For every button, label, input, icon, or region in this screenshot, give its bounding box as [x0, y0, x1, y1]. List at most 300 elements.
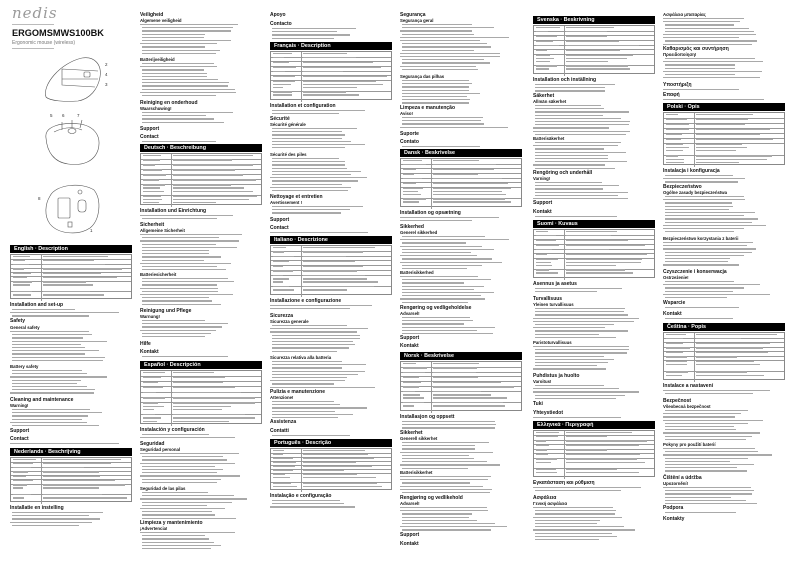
body-text-line — [140, 463, 235, 464]
body-text-line — [535, 185, 619, 186]
body-text-line — [665, 206, 733, 207]
heading-safety: Safety — [10, 318, 26, 324]
heading-contact: Επαφή — [663, 92, 680, 98]
body-text-line — [535, 124, 629, 125]
body-text-line — [566, 235, 611, 236]
body-text-line — [402, 289, 474, 290]
body-text-line — [303, 278, 367, 279]
heading-support: Assistenza — [270, 419, 297, 425]
body-text-line — [272, 184, 342, 185]
body-text-line — [303, 247, 375, 248]
body-text-line — [402, 59, 484, 60]
body-text-line — [666, 159, 684, 160]
body-text-line — [566, 432, 632, 433]
column-3 — [270, 0, 392, 567]
body-text-line — [566, 259, 642, 260]
body-text-line — [663, 61, 763, 62]
body-text-line — [173, 155, 253, 156]
heading-install: Εγκατάσταση και ρύθμιση — [533, 480, 595, 486]
body-text-line — [273, 94, 292, 95]
body-text-line — [173, 392, 241, 393]
body-text-line — [535, 158, 608, 159]
body-text-line — [696, 150, 736, 151]
body-text-line — [535, 148, 604, 149]
body-text-line — [400, 220, 472, 221]
body-text-line — [143, 202, 159, 203]
body-text-line — [43, 480, 115, 481]
body-text-line — [402, 424, 496, 425]
body-text-line — [303, 53, 347, 54]
body-text-line — [303, 281, 378, 282]
body-text-line — [665, 451, 758, 452]
body-text-line — [140, 294, 233, 295]
heading-cleaning: Reinigung und Pflege — [140, 308, 192, 314]
body-text-line — [536, 235, 556, 236]
body-text-line — [402, 265, 482, 266]
body-text-line — [43, 476, 100, 477]
body-text-line — [663, 432, 760, 433]
body-text-line — [566, 249, 609, 250]
body-text-line — [272, 180, 358, 181]
body-text-line — [536, 469, 556, 470]
body-text-line — [566, 55, 633, 56]
body-text-line — [663, 199, 745, 200]
body-text-line — [663, 242, 753, 243]
body-text-line — [142, 300, 212, 301]
body-text-line — [273, 270, 293, 271]
body-text-line — [273, 286, 289, 287]
body-text-line — [402, 517, 469, 518]
heading-cleaning: Čištění a údržba — [663, 475, 702, 481]
body-text-line — [142, 502, 232, 503]
body-text-line — [272, 361, 342, 362]
heading-install: Instalace a nastavení — [663, 383, 714, 389]
section-header-no: Norsk · Beskrivelse — [400, 352, 522, 360]
body-text-line — [43, 264, 105, 265]
section-header-pt: Português · Descrição — [270, 439, 392, 447]
heading-cleaning: Limpeza e manutenção — [400, 105, 456, 111]
heading-install: Asennus ja asetus — [533, 281, 577, 287]
heading-contact: Kontakt — [140, 349, 159, 355]
body-text-line — [143, 191, 164, 192]
body-text-line — [303, 67, 381, 68]
body-text-line — [272, 411, 335, 412]
brand-logo: nedis — [12, 4, 58, 22]
body-text-line — [566, 472, 639, 473]
heading-safety: Segurança — [400, 12, 426, 18]
body-text-line — [272, 383, 334, 384]
section-header-en: English · Description — [10, 245, 132, 253]
body-text-line — [402, 34, 474, 35]
body-text-line — [665, 426, 734, 427]
body-text-line — [143, 387, 163, 388]
body-text-line — [402, 442, 489, 443]
body-text-line — [666, 119, 687, 120]
body-text-line — [402, 123, 484, 124]
body-text-line — [270, 380, 345, 381]
body-text-line — [140, 24, 238, 25]
body-text-line — [536, 31, 548, 32]
body-text-line — [666, 375, 682, 376]
body-text-line — [535, 362, 608, 363]
body-text-line — [272, 377, 347, 378]
body-text-line — [273, 289, 294, 290]
body-text-line — [666, 343, 683, 344]
body-text-line — [12, 357, 105, 358]
body-text-line — [665, 202, 732, 203]
body-text-line — [43, 494, 102, 495]
body-text-line — [696, 144, 742, 145]
body-text-line — [533, 127, 609, 128]
body-text-line — [400, 479, 488, 480]
body-text-line — [535, 142, 621, 143]
body-text-line — [173, 164, 253, 165]
heading-safety: Sécurité — [270, 116, 290, 122]
body-text-line — [665, 297, 727, 298]
body-text-line — [433, 191, 502, 192]
body-text-line — [272, 128, 357, 129]
body-text-line — [533, 346, 629, 347]
body-text-line — [665, 467, 737, 468]
body-text-line — [433, 183, 508, 184]
body-text-line — [142, 34, 205, 35]
body-text-line — [173, 169, 235, 170]
heading-safety: Säkerhet — [533, 93, 555, 99]
body-text-line — [566, 65, 628, 66]
body-text-line — [666, 150, 683, 151]
body-text-line — [403, 372, 425, 373]
body-text-line — [270, 331, 357, 332]
body-text-line — [13, 281, 32, 282]
section-header-el: Ελληνικά · Περιγραφή — [533, 421, 655, 429]
body-text-line — [140, 330, 216, 331]
body-text-line — [400, 30, 472, 31]
body-text-line — [303, 261, 355, 262]
body-text-line — [696, 361, 754, 362]
heading-cleaning: Καθαρισμός και συντήρηση — [663, 46, 729, 52]
body-text-line — [402, 282, 464, 283]
body-text-line — [666, 124, 689, 125]
body-text-line — [536, 245, 559, 246]
body-text-line — [272, 38, 334, 39]
heading-safety: Sicurezza — [270, 313, 294, 319]
body-text-line — [665, 429, 736, 430]
body-text-line — [303, 289, 347, 290]
body-text-line — [10, 522, 92, 523]
model-number: ERGOMSMWS100BK — [12, 28, 104, 38]
body-text-line — [142, 320, 205, 321]
body-text-line — [43, 497, 127, 498]
body-text-line — [535, 87, 605, 88]
body-text-line — [535, 314, 628, 315]
body-text-line — [402, 120, 481, 121]
body-text-line — [303, 256, 346, 257]
body-text-line — [403, 194, 421, 195]
body-text-line — [142, 73, 207, 74]
heading-warning: ¡Advertencia! — [140, 526, 168, 531]
body-text-line — [402, 93, 480, 94]
body-text-line — [535, 398, 616, 399]
body-text-line — [12, 370, 82, 371]
body-text-line — [566, 449, 607, 450]
body-text-line — [535, 349, 629, 350]
body-text-line — [303, 266, 363, 267]
body-text-line — [536, 445, 549, 446]
body-text-line — [433, 178, 502, 179]
body-text-line — [303, 94, 359, 95]
body-text-line — [665, 74, 735, 75]
heading-general: Γενική ασφάλεια — [533, 501, 567, 506]
body-text-line — [665, 175, 733, 176]
body-text-line — [12, 415, 88, 416]
body-text-line — [402, 468, 468, 469]
body-text-line — [303, 474, 357, 475]
body-text-line — [403, 405, 414, 406]
body-text-line — [535, 152, 626, 153]
body-text-line — [402, 492, 490, 493]
body-text-line — [666, 155, 678, 156]
body-text-line — [533, 529, 635, 530]
body-text-line — [272, 407, 367, 408]
body-text-line — [13, 476, 26, 477]
body-text-line — [433, 386, 514, 387]
body-text-line — [12, 389, 95, 390]
body-text-line — [143, 382, 158, 383]
body-text-line — [402, 323, 464, 324]
body-text-line — [666, 347, 690, 348]
body-text-line — [12, 350, 99, 351]
body-text-line — [536, 454, 548, 455]
body-text-line — [663, 77, 760, 78]
body-text-line — [663, 390, 770, 391]
body-text-line — [12, 380, 81, 381]
body-text-line — [403, 394, 420, 395]
body-text-line — [433, 394, 491, 395]
body-text-line — [566, 68, 630, 69]
column-1 — [10, 0, 132, 567]
body-text-line — [142, 118, 214, 119]
body-text-line — [400, 276, 478, 277]
body-text-line — [666, 361, 687, 362]
body-text-line — [13, 268, 24, 269]
body-text-line — [665, 31, 754, 32]
body-text-line — [535, 155, 608, 156]
body-text-line — [533, 321, 634, 322]
heading-general: Yleinen turvallisuus — [533, 302, 574, 307]
body-text-line — [433, 391, 481, 392]
body-text-line — [536, 58, 554, 59]
body-text-line — [403, 183, 416, 184]
body-text-line — [566, 458, 637, 459]
heading-warning: Προειδοποίηση! — [663, 52, 697, 57]
body-text-line — [143, 155, 161, 156]
column-4 — [400, 0, 522, 567]
body-text-line — [13, 284, 30, 285]
body-text-line — [433, 363, 479, 364]
body-text-line — [272, 171, 361, 172]
heading-support: Support — [140, 126, 160, 132]
body-text-line — [143, 187, 160, 188]
body-text-line — [696, 343, 770, 344]
body-text-line — [696, 129, 770, 130]
body-text-line — [273, 483, 291, 484]
body-text-line — [536, 231, 548, 232]
body-text-line — [696, 338, 741, 339]
body-text-line — [402, 242, 466, 243]
body-text-line — [665, 490, 754, 491]
column-2 — [140, 0, 262, 567]
body-text-line — [142, 53, 216, 54]
body-text-line — [273, 81, 295, 82]
body-text-line — [665, 497, 731, 498]
body-text-line — [566, 436, 607, 437]
body-text-line — [400, 507, 487, 508]
body-text-line — [140, 43, 217, 44]
heading-battery: Batterisikkerhed — [400, 270, 434, 275]
body-text-line — [273, 474, 285, 475]
body-text-line — [13, 484, 27, 485]
body-text-line — [566, 469, 617, 470]
body-text-line — [665, 458, 748, 459]
body-text-line — [142, 141, 216, 142]
body-text-line — [696, 147, 747, 148]
body-text-line — [142, 269, 226, 270]
heading-install: Installation et configuration — [270, 103, 336, 109]
heading-support: Apoyo — [270, 12, 286, 18]
heading-support: Wsparcie — [663, 300, 686, 306]
body-text-line — [173, 202, 216, 203]
body-text-line — [173, 414, 245, 415]
body-text-line — [273, 67, 296, 68]
body-text-line — [665, 281, 734, 282]
body-text-line — [696, 134, 760, 135]
heading-general: Generel sikkerhed — [400, 230, 438, 235]
body-text-line — [273, 281, 283, 282]
body-text-line — [142, 266, 217, 267]
body-text-line — [143, 392, 156, 393]
heading-cleaning: Reiniging en onderhoud — [140, 100, 198, 106]
heading-warning: Warnung! — [140, 314, 160, 319]
body-text-line — [535, 182, 602, 183]
body-text-line — [173, 159, 232, 160]
body-text-line — [696, 364, 760, 365]
body-text-line — [142, 291, 218, 292]
body-text-line — [43, 273, 101, 274]
body-text-line — [535, 291, 597, 292]
body-text-line — [666, 334, 686, 335]
body-text-line — [142, 323, 228, 324]
body-text-line — [143, 372, 165, 373]
body-text-line — [665, 181, 738, 182]
body-text-line — [12, 334, 92, 335]
body-text-line — [140, 263, 231, 264]
body-text-line — [272, 28, 356, 29]
body-text-line — [142, 76, 207, 77]
heading-battery: Bezpieczeństwo korzystania z baterii — [663, 236, 739, 241]
body-text-line — [403, 377, 419, 378]
heading-support: Suporte — [400, 131, 419, 137]
body-text-line — [43, 459, 121, 460]
body-text-line — [433, 405, 505, 406]
body-text-line — [273, 458, 293, 459]
body-text-line — [13, 494, 31, 495]
body-text-line — [272, 503, 344, 504]
body-text-line — [402, 146, 480, 147]
heading-general: Sicurezza generale — [270, 319, 309, 324]
body-text-line — [400, 476, 491, 477]
body-text-line — [433, 174, 478, 175]
heading-cleaning: Cleaning and maintenance — [10, 397, 74, 403]
body-text-line — [433, 201, 511, 202]
body-text-line — [665, 410, 748, 411]
body-text-line — [400, 37, 509, 38]
body-text-line — [143, 169, 162, 170]
body-text-line — [400, 526, 507, 527]
body-text-line — [566, 61, 608, 62]
heading-warning: Avertissement ! — [270, 200, 303, 205]
body-text-line — [433, 382, 501, 383]
body-text-line — [402, 421, 495, 422]
body-text-line — [272, 500, 340, 501]
heading-general: Algemene veiligheid — [140, 18, 182, 23]
body-text-line — [663, 18, 744, 19]
body-text-line — [666, 129, 689, 130]
body-text-line — [400, 298, 485, 299]
body-text-line — [142, 482, 217, 483]
body-text-line — [303, 270, 357, 271]
body-text-line — [140, 234, 242, 235]
body-text-line — [43, 260, 94, 261]
body-text-line — [272, 164, 345, 165]
body-text-line — [142, 356, 228, 357]
body-text-line — [272, 209, 350, 210]
body-text-line — [142, 260, 204, 261]
body-text-line — [142, 63, 214, 64]
body-text-line — [272, 138, 342, 139]
body-text-line — [10, 422, 87, 423]
body-text-line — [273, 477, 290, 478]
body-text-line — [140, 508, 225, 509]
body-text-line — [566, 269, 625, 270]
body-text-line — [665, 307, 739, 308]
body-text-line — [402, 80, 469, 81]
body-text-line — [402, 90, 469, 91]
body-text-line — [270, 232, 368, 233]
body-text-line — [665, 255, 744, 256]
heading-support: Υποστήριξη — [663, 82, 692, 88]
body-text-line — [402, 27, 494, 28]
body-text-line — [13, 294, 31, 295]
body-text-line — [535, 288, 622, 289]
body-text-line — [142, 479, 221, 480]
body-text-line — [535, 111, 629, 112]
body-text-line — [143, 174, 166, 175]
body-text-line — [13, 463, 33, 464]
body-text-line — [12, 518, 100, 519]
body-text-line — [142, 218, 217, 219]
body-text-line — [143, 414, 155, 415]
body-text-line — [13, 264, 29, 265]
body-text-line — [663, 71, 762, 72]
body-text-line — [666, 356, 687, 357]
body-text-line — [142, 469, 223, 470]
body-text-line — [663, 454, 772, 455]
body-text-line — [43, 268, 122, 269]
body-text-line — [140, 240, 239, 241]
heading-cleaning: Rengjøring og vedlikehold — [400, 495, 463, 501]
heading-contact: Kontakt — [663, 311, 682, 317]
section-header-es: Español · Descripción — [140, 361, 262, 369]
